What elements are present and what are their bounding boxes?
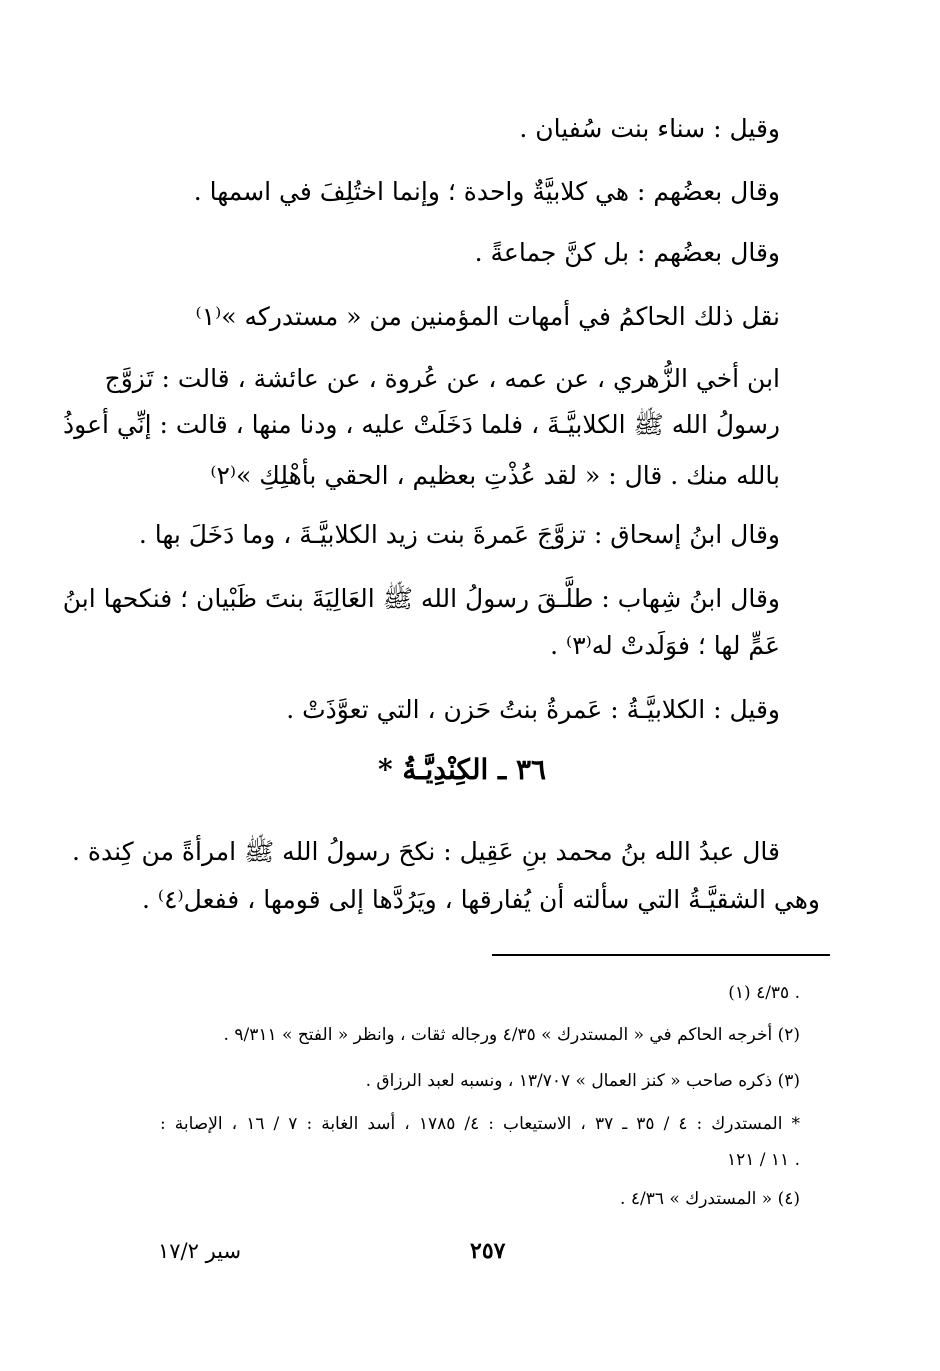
page-number: ٢٥٧	[470, 1238, 506, 1264]
printer-signature: سير ١٧/٢	[158, 1239, 242, 1263]
section-line-2: وهي الشقيَّـةُ التي سألته أن يُفارقها ، ويَرُدَّها إلى قومها ، ففعل⁽٤⁾ .	[142, 885, 820, 914]
footnote-source-line-2: ١١ / ١٢١ .	[726, 1150, 800, 1170]
body-line-5: ابن أخي الزُّهري ، عن عمه ، عن عُروة ، عن عائشة ، قالت : تَزوَّج	[104, 364, 780, 393]
footnote-3: (٣) ذكره صاحب « كنز العمال » ١٣/٧٠٧ ، ونسبه لعبد الرزاق .	[365, 1071, 800, 1091]
body-line-1: وقيل : سناء بنت سُفيان .	[519, 114, 780, 143]
body-line-10: عَمٍّ لها ؛ فوَلَدتْ له⁽٣⁾ .	[550, 631, 780, 660]
body-line-11: وقيل : الكلابيَّـةُ : عَمرةُ بنتُ حَزن ، التي تعوَّذَتْ .	[286, 695, 780, 724]
body-line-8: وقال ابنُ إسحاق : تزوَّجَ عَمرةَ بنت زيد الكلابيَّـةَ ، وما دَخَلَ بها .	[138, 520, 780, 549]
footnote-1: (١) ٤/٣٥ .	[728, 983, 800, 1003]
body-line-6: رسولُ الله ﷺ الكلابيَّـةَ ، فلما دَخَلَتْ عليه ، ودنا منها ، قالت : إنِّي أعوذُ	[63, 410, 780, 439]
body-line-2: وقال بعضُهم : هي كلابيَّةٌ واحدة ؛ وإنما اختُلِفَ في اسمها .	[193, 177, 780, 206]
body-line-9: وقال ابنُ شِهاب : طلَّـقَ رسولُ الله ﷺ العَالِيَةَ بنتَ ظَبْيان ؛ فنكحها ابنُ	[62, 584, 780, 613]
body-line-4: نقل ذلك الحاكمُ في أمهات المؤمنين من « مستدركه »⁽١⁾	[195, 302, 780, 331]
footnote-separator	[492, 954, 830, 956]
footnote-source-line-1: * المستدرك : ٤ / ٣٥ ـ ٣٧ ، الاستيعاب : ٤/ ١٧٨٥ ، أسد الغابة : ٧ / ١٦ ، الإصابة :	[160, 1114, 800, 1134]
section-line-1: قال عبدُ الله بنُ محمد بنِ عَقِيل : نكحَ رسولُ الله ﷺ امرأةً من كِندة .	[72, 837, 780, 866]
body-line-7: بالله منك . قال : « لقد عُذْتِ بعظيم ، الحقي بأهْلِكِ »⁽٢⁾	[210, 461, 780, 490]
section-heading: ٣٦ ـ الكِنْدِيَّـةُ *	[377, 753, 547, 786]
body-line-3: وقال بعضُهم : بل كنَّ جماعةً .	[474, 238, 780, 267]
footnote-4: (٤) « المستدرك » ٤/٣٦ .	[620, 1189, 800, 1209]
footnote-2: (٢) أخرجه الحاكم في « المستدرك » ٤/٣٥ ورجاله ثقات ، وانظر « الفتح » ٩/٣١١ .	[223, 1025, 800, 1045]
